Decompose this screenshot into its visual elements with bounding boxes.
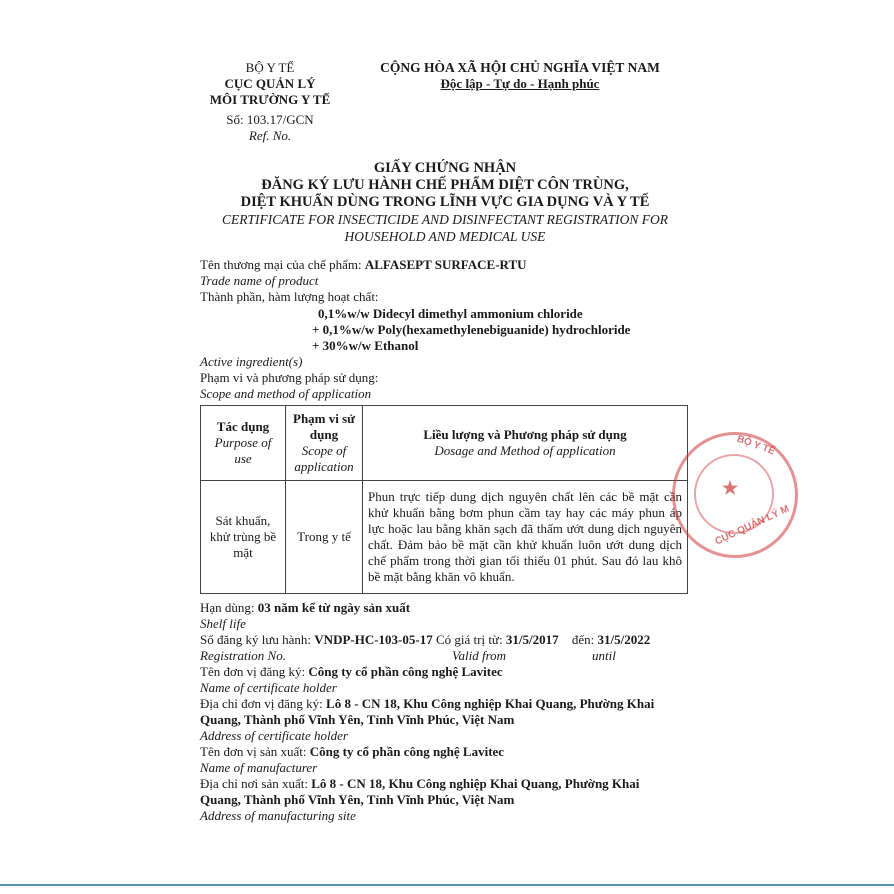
header-purpose: [201, 406, 286, 481]
holder-address-value1: Lô 8 - CN 18, Khu Công nghiệp Khai Quang, Phường Khai: [326, 696, 655, 711]
shelf-life-line: [200, 600, 410, 616]
scope-label: Phạm vi và phương pháp sử dụng:: [200, 370, 379, 385]
shelf-life-value: 03 năm kể từ ngày sản xuất: [257, 600, 411, 615]
ingredient-2: + 0,1%w/w Poly(hexamethylenebiguanide) hydrochloride: [312, 322, 631, 337]
holder-line: [200, 664, 503, 680]
ingredient-label: Thành phần, hàm lượng hoạt chất:: [200, 289, 379, 304]
manufacturer-address-value1: Lô 8 - CN 18, Khu Công nghiệp Khai Quang, Phường Khai: [311, 776, 640, 791]
republic-name: CỘNG HÒA XÃ HỘI CHỦ NGHĨA VIỆT NAM: [380, 60, 660, 75]
trade-name-line: [200, 257, 527, 273]
department-line1: CỤC QUẢN LÝ: [224, 76, 316, 91]
header-scope-vi: Phạm vi sử dụng: [293, 411, 355, 442]
manufacturer-value: Công ty cổ phần công nghệ Lavitec: [309, 744, 505, 759]
shelf-life-en: Shelf life: [200, 616, 246, 631]
cell-scope: Trong y tế: [286, 481, 363, 594]
registration-en: Registration No.: [200, 648, 286, 663]
shelf-life-label: Hạn dùng:: [200, 600, 255, 615]
ingredient-3: + 30%w/w Ethanol: [312, 338, 419, 353]
stamp-top-text: BỘ Y TẾ: [735, 433, 777, 458]
manufacturer-label: Tên đơn vị sản xuất:: [200, 744, 307, 759]
cell-method: Phun trực tiếp dung dịch nguyên chất lên các bề mặt cần khử khuẩn bằng bơm phun cầm tay hay các máy phun áp lực hoặc lau bằng khăn sạch đã thấm ướt dung dịch nguyên chất. Đảm bảo bề mặt cần khử khuẩn luôn ướt dung dịch chế phẩm trong thời gian tối thiểu 01 phút. Sau đó lau khô bề mặt bằng khăn vô khuẩn.: [363, 481, 688, 594]
scope-table: [200, 405, 688, 594]
department-line2: MÔI TRƯỜNG Y TẾ: [209, 92, 331, 107]
bottom-rule: [0, 884, 894, 886]
trade-name-label: Tên thương mại của chế phẩm:: [200, 257, 362, 272]
ingredient-en: Active ingredient(s): [200, 354, 303, 369]
manufacturer-address-label: Địa chỉ nơi sản xuất:: [200, 776, 308, 791]
header-method-vi: Liều lượng và Phương pháp sử dụng: [423, 427, 627, 442]
trade-name-en: Trade name of product: [200, 273, 319, 288]
title-en2: HOUSEHOLD AND MEDICAL USE: [344, 229, 546, 244]
cell-purpose: Sát khuẩn, khử trùng bề mặt: [201, 481, 286, 594]
holder-address-value2: Quang, Thành phố Vĩnh Yên, Tỉnh Vĩnh Phúc, Việt Nam: [200, 712, 515, 727]
registration-number: VNDP-HC-103-05-17: [314, 632, 433, 647]
ref-label: Ref. No.: [248, 128, 292, 143]
header-purpose-en: Purpose of use: [214, 435, 272, 466]
manufacturer-en: Name of manufacturer: [200, 760, 318, 775]
header-scope: [286, 406, 363, 481]
holder-address-en: Address of certificate holder: [200, 728, 348, 743]
ingredient-1: 0,1%w/w Didecyl dimethyl ammonium chloride: [318, 306, 583, 321]
certificate-title: [150, 160, 740, 245]
holder-address-line1: [200, 696, 654, 712]
stamp-side-text: CỤC QUẢN LÝ M: [713, 503, 792, 548]
national-heading: [360, 60, 680, 92]
issuing-authority: [200, 60, 340, 144]
manufacturer-address-line1: [200, 776, 639, 792]
valid-until-label: đến:: [571, 632, 595, 647]
valid-until-date: 31/5/2022: [597, 632, 651, 647]
title-line2: ĐĂNG KÝ LƯU HÀNH CHẾ PHẨM DIỆT CÔN TRÙNG,: [261, 177, 629, 193]
holder-en: Name of certificate holder: [200, 680, 337, 695]
holder-label: Tên đơn vị đăng ký:: [200, 664, 306, 679]
title-en1: CERTIFICATE FOR INSECTICIDE AND DISINFECTANT REGISTRATION FOR: [222, 212, 668, 227]
valid-until-en: until: [592, 648, 616, 663]
title-line1: GIẤY CHỨNG NHẬN: [373, 160, 517, 176]
holder-value: Công ty cổ phần công nghệ Lavitec: [308, 664, 503, 679]
table-header-row: [201, 406, 688, 481]
manufacturer-line: [200, 744, 504, 760]
header-purpose-vi: Tác dụng: [216, 419, 270, 434]
title-line3: DIỆT KHUẨN DÙNG TRONG LĨNH VỰC GIA DỤNG VÀ Y TẾ: [240, 194, 650, 210]
star-icon: ★: [722, 478, 739, 498]
manufacturer-address-en: Address of manufacturing site: [200, 808, 356, 823]
ministry-name: BỘ Y TẾ: [245, 60, 295, 75]
national-motto: Độc lập - Tự do - Hạnh phúc: [440, 76, 600, 91]
valid-from-date: 31/5/2017: [505, 632, 559, 647]
valid-from-label: Có giá trị từ:: [435, 632, 503, 647]
registration-label: Số đăng ký lưu hành:: [200, 632, 312, 647]
table-row: [201, 481, 688, 594]
registration-line: [200, 632, 650, 648]
header-scope-en: Scope of application: [294, 443, 354, 474]
scope-en: Scope and method of application: [200, 386, 372, 401]
valid-from-en: Valid from: [452, 648, 507, 663]
header-method-en: Dosage and Method of application: [434, 443, 616, 458]
manufacturer-address-value2: Quang, Thành phố Vĩnh Yên, Tỉnh Vĩnh Phúc, Việt Nam: [200, 792, 515, 807]
header-method: [363, 406, 688, 481]
holder-address-label: Địa chỉ đơn vị đăng ký:: [200, 696, 323, 711]
trade-name-value: ALFASEPT SURFACE-RTU: [364, 257, 527, 272]
certificate-number: Số: 103.17/GCN: [226, 112, 314, 127]
